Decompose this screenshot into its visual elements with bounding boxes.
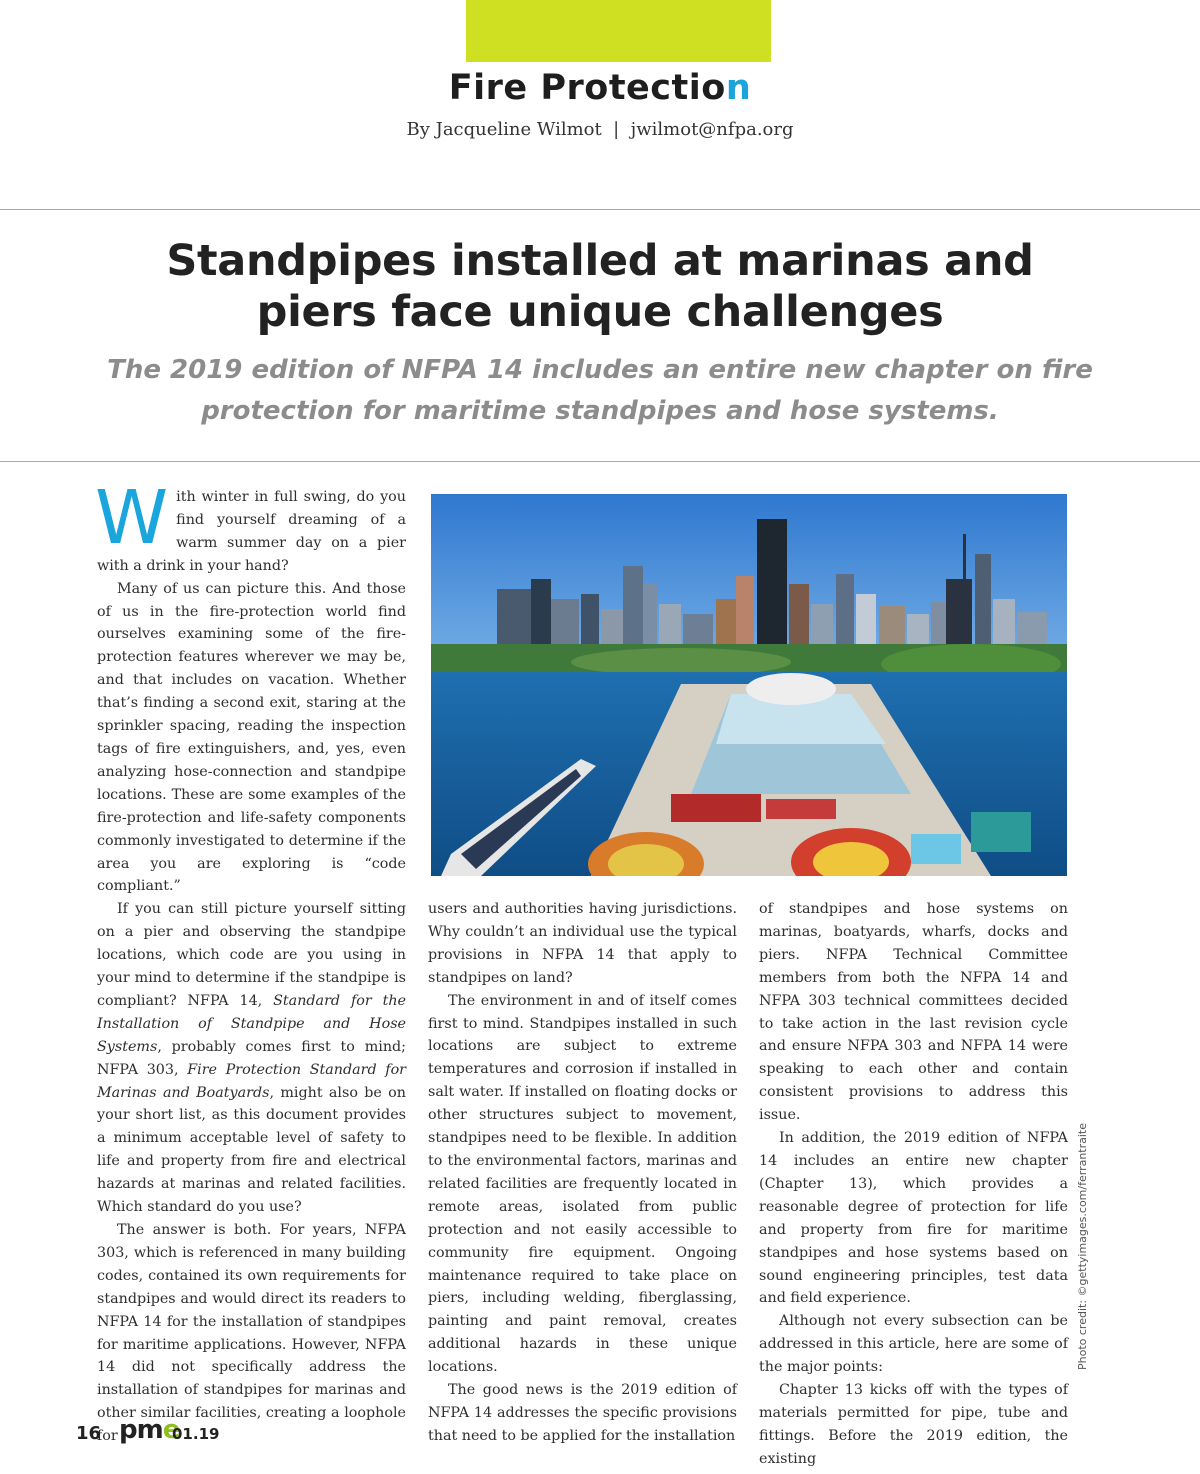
- paragraph: of standpipes and hose systems on marinas, boatyards, wharfs, docks and piers. NFPA Technical Committee members from both the NFPA 14 and NFPA 303 technical committees decided to take action in the last revision cycle and ensure NFPA 303 and NFPA 14 were speaking to each other and contain consistent provisions to address this issue.: [759, 901, 1068, 1124]
- paragraph: In addition, the 2019 edition of NFPA 14 includes an entire new chapter (Chapter 13), which provides a reasonable degree of protection for life and property from fire for maritime standpipes and hose systems based on sound engineering principles, test data and field experience.: [759, 1130, 1068, 1307]
- photo-credit: Photo credit: ©gettyimages.com/ferrantraite: [1076, 1122, 1089, 1370]
- paragraph: Although not every subsection can be addressed in this article, here are some of the major points:: [759, 1313, 1068, 1376]
- divider-bottom: [0, 461, 1200, 462]
- article-column-3: [759, 898, 1068, 1471]
- page-number: 16: [76, 1423, 102, 1444]
- drop-cap: W: [95, 475, 169, 561]
- article-column-1: [95, 475, 407, 1448]
- divider-top: [0, 209, 1200, 210]
- paragraph: Chapter 13 kicks off with the types of materials permitted for pipe, tube and fittings. Before the 2019 edition, the existing: [759, 1382, 1068, 1467]
- paragraph: The good news is the 2019 edition of NFPA 14 addresses the specific provisions that need to be applied for the installation: [428, 1382, 737, 1444]
- magazine-logo: pme: [119, 1415, 180, 1445]
- deck-subheadline: The 2019 edition of NFPA 14 includes an entire new chapter on fire protection for maritime standpipes and hose systems.: [107, 355, 1093, 426]
- section-color-tab: [466, 0, 771, 62]
- paragraph: The environment in and of itself comes first to mind. Standpipes installed in such locations are subject to extreme temperatures and corrosion if installed in salt water. If installed on floating docks or other structures subject to movement, standpipes need to be flexible. In addition to the environmental factors, marinas and related facilities are frequently located in remote areas, isolated from public protection and not easily accessible to community fire equipment. Ongoing maintenance required to take place on piers, including welding, fiberglassing, painting and paint removal, creates additional hazards in these unique locations.: [428, 992, 737, 1376]
- issue-date: 01.19: [172, 1425, 220, 1443]
- article-photo-chicago-navy-pier: [431, 494, 1067, 876]
- paragraph: If you can still picture yourself sitting on a pier and observing the standpipe locations, which code are you using in your mind to determine if the standpipe is compliant? NFPA 14, Standard for the Installation of Standpipe and Hose Systems, probably comes first to mind; NFPA 303, Fire Protection Standard for Marinas and Boatyards, might also be on your short list, as this document provides a minimum acceptable level of safety to life and property from fire and electrical hazards at marinas and related facilities. Which standard do you use?: [97, 901, 407, 1216]
- paragraph: Many of us can picture this. And those of us in the fire-protection world find ourselves examining some of the fire-protection features wherever we may be, and that includes on vacation. Whether that’s finding a second exit, staring at the sprinkler spacing, reading the inspection tags of fire extinguishers, and, yes, even analyzing hose-connection and standpipe locations. These are some examples of the fire-protection and life-safety components commonly investigated to determine if the area you are exploring is “code compliant.”: [97, 580, 406, 895]
- paragraph: With winter in full swing, do you find yourself dreaming of a warm summer day on a pier with a drink in your hand?: [95, 475, 406, 574]
- section-title-accent: n: [725, 68, 752, 108]
- paragraph: The answer is both. For years, NFPA 303, which is referenced in many building codes, contained its own requirements for standpipes and would direct its readers to NFPA 14 for the installation of standpipes for maritime applications. However, NFPA 14 did not specifically address the installation of standpipes for marinas and other similar facilities, creating a loophole for: [97, 1222, 406, 1445]
- headline: Standpipes installed at marinas and piers face unique challenges: [166, 236, 1034, 337]
- paragraph: users and authorities having jurisdictions. Why couldn’t an individual use the typical provisions in NFPA 14 that apply to standpipes on land?: [428, 901, 737, 986]
- section-title: Fire Protection: [448, 68, 752, 108]
- article-column-2: [428, 898, 737, 1448]
- byline: By Jacqueline Wilmot | jwilmot@nfpa.org: [406, 119, 794, 140]
